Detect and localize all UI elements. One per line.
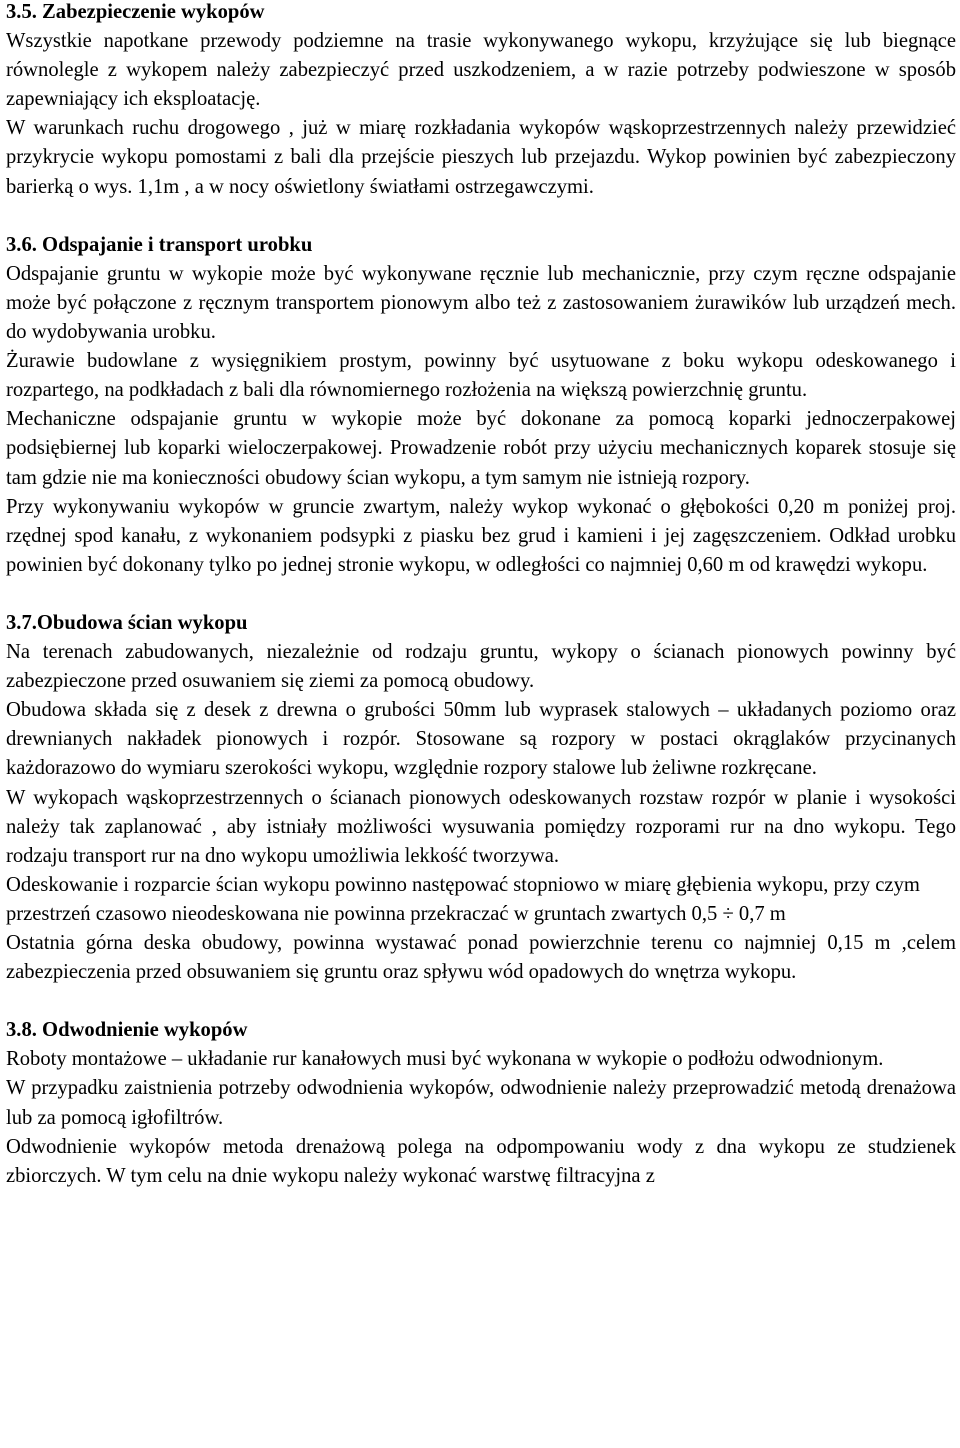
section-title: Obudowa ścian wykopu xyxy=(36,611,248,634)
paragraph: Odeskowanie i rozparcie ścian wykopu powinno następować stopniowo w miarę głębienia wykopu, przy czym przestrzeń czasowo nieodeskowana nie powinna przekraczać w gruntach zwartych 0,5 ÷ 0,7 m xyxy=(6,873,920,925)
paragraph: W przypadku zaistnienia potrzeby odwodnienia wykopów, odwodnienie należy przeprowadzić metodą drenażowa lub za pomocą igłofiltrów. xyxy=(6,1077,956,1129)
section-title: Odwodnienie wykopów xyxy=(42,1019,248,1042)
paragraph: Obudowa składa się z desek z drewna o grubości 50mm lub wyprasek stalowych – układanych poziomo oraz drewnianych nakładek pionowych i rozpór. Stosowane są rozpory w postaci okrąglaków przycinanych każdorazowo do wymiaru szerokości wykopu, względnie rozpory stalowe lub żeliwne rozkręcane. xyxy=(6,699,956,780)
section-number: 3.5. xyxy=(6,1,37,23)
section-heading xyxy=(6,231,956,260)
section-heading xyxy=(6,0,956,27)
paragraph: Wszystkie napotkane przewody podziemne na trasie wykonywanego wykopu, krzyżujące się lub biegnące równolegle z wykopem należy zabezpieczyć przed uszkodzeniem, a w razie potrzeby podwieszone w sposób zapewniający ich eksploatację. xyxy=(6,30,956,111)
paragraph: W warunkach ruchu drogowego , już w miarę rozkładania wykopów wąskoprzestrzennych należy przewidzieć przykrycie wykopu pomostami z bali dla przejście pieszych lub przejazdu. Wykop powinien być zabezpieczony barierką o wys. 1,1m , a w nocy oświetlony światłami ostrzegawczymi. xyxy=(6,117,956,198)
section-number: 3.8. xyxy=(6,1019,37,1042)
section-heading xyxy=(6,609,956,638)
paragraph: Żurawie budowlane z wysięgnikiem prostym, powinny być usytuowane z boku wykopu odeskowanego i rozpartego, na podkładach z bali dla równomiernego rozłożenia na większą powierzchnię gruntu. xyxy=(6,350,956,402)
section-heading xyxy=(6,1016,956,1045)
paragraph: Na terenach zabudowanych, niezależnie od rodzaju gruntu, wykopy o ścianach pionowych powinny być zabezpieczone przed osuwaniem się ziemi za pomocą obudowy. xyxy=(6,641,956,693)
document-page xyxy=(6,0,956,1191)
paragraph: W wykopach wąskoprzestrzennych o ścianach pionowych odeskowanych rozstaw rozpór w planie i wysokości należy tak zaplanować , aby istniały możliwości wysuwania pomiędzy rozporami rur na dno wykopu. Tego rodzaju transport rur na dno wykopu umożliwia lekkość tworzywa. xyxy=(6,786,956,867)
paragraph: Ostatnia górna deska obudowy, powinna wystawać ponad powierzchnie terenu co najmniej 0,15 m ,celem zabezpieczenia przed obsuwaniem się gruntu oraz spływu wód opadowych do wnętrza wykopu. xyxy=(6,932,956,984)
section-number: 3.6. xyxy=(6,233,37,256)
section-number: 3.7. xyxy=(6,611,37,634)
paragraph: Roboty montażowe – układanie rur kanałowych musi być wykonana w wykopie o podłożu odwodnionym. xyxy=(6,1048,884,1071)
section-title: Zabezpieczenie wykopów xyxy=(42,1,265,23)
paragraph: Przy wykonywaniu wykopów w gruncie zwartym, należy wykop wykonać o głębokości 0,20 m poniżej proj. rzędnej spod kanału, z wykonaniem podsypki z piasku bez grud i kamieni i jej zagęszczeniem. Odkład urobku powinien być dokonany tylko po jednej stronie wykopu, w odległości co najmniej 0,60 m od krawędzi wykopu. xyxy=(6,495,956,576)
section-title: Odspajanie i transport urobku xyxy=(42,233,313,256)
paragraph: Mechaniczne odspajanie gruntu w wykopie może być dokonane za pomocą koparki jednoczerpakowej podsiębiernej lub koparki wieloczerpakowej. Prowadzenie robót przy użyciu mechanicznych koparek stosuje się tam gdzie nie ma konieczności obudowy ścian wykopu, a tym samym nie istnieją rozpory. xyxy=(6,408,956,489)
paragraph: Odspajanie gruntu w wykopie może być wykonywane ręcznie lub mechanicznie, przy czym ręczne odspajanie może być połączone z ręcznym transportem pionowym albo też z zastosowaniem żurawików lub urządzeń mech. do wydobywania urobku. xyxy=(6,262,956,344)
paragraph: Odwodnienie wykopów metoda drenażową polega na odpompowaniu wody z dna wykopu ze studzienek zbiorczych. W tym celu na dnie wykopu należy wykonać warstwę filtracyjna z xyxy=(6,1135,956,1187)
